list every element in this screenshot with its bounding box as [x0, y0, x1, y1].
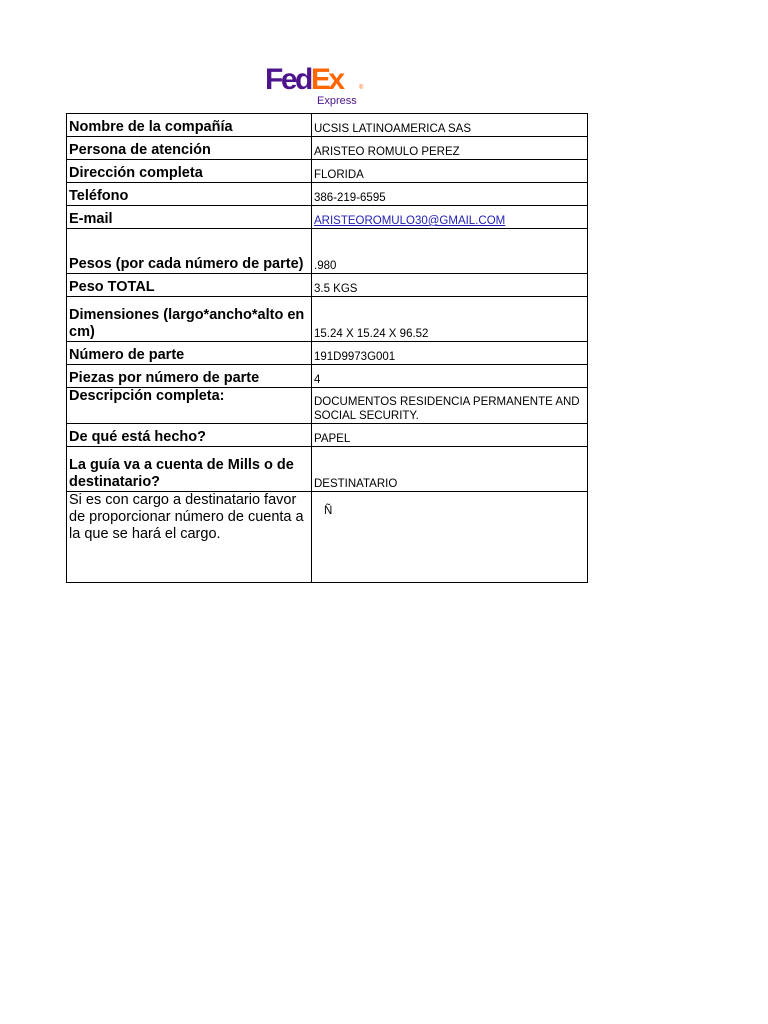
pieces-value: 4: [312, 365, 588, 388]
total-weight-value: 3.5 KGS: [312, 274, 588, 297]
table-row: [67, 183, 588, 206]
field-label: Dirección completa: [67, 160, 312, 183]
dimensions-value: 15.24 X 15.24 X 96.52: [312, 297, 588, 342]
field-label: E-mail: [67, 206, 312, 229]
address-value: FLORIDA: [312, 160, 588, 183]
field-label: Peso TOTAL: [67, 274, 312, 297]
email-link[interactable]: ARISTEOROMULO30@GMAIL.COM: [314, 215, 506, 227]
table-row: [67, 447, 588, 492]
table-row: [67, 206, 588, 229]
table-row: [67, 365, 588, 388]
table-row: [67, 424, 588, 447]
fedex-wordmark: FedEx: [265, 63, 343, 96]
fedex-express-logo: [265, 64, 365, 110]
part-number-value: 191D9973G001: [312, 342, 588, 365]
field-label: Si es con cargo a destinatario favor de proporcionar número de cuenta a la que se hará el cargo.: [67, 492, 312, 583]
field-label: Número de parte: [67, 342, 312, 365]
field-label: Teléfono: [67, 183, 312, 206]
field-label: Persona de atención: [67, 137, 312, 160]
table-row: [67, 229, 588, 274]
field-label: Dimensiones (largo*ancho*alto en cm): [67, 297, 312, 342]
company-name-value: UCSIS LATINOAMERICA SAS: [312, 114, 588, 137]
billing-party-value: DESTINATARIO: [312, 447, 588, 492]
field-label: De qué está hecho?: [67, 424, 312, 447]
phone-value: 386-219-6595: [312, 183, 588, 206]
table-row: [67, 388, 588, 424]
table-row: [67, 274, 588, 297]
email-value: [312, 206, 588, 229]
table-row: [67, 492, 588, 583]
description-value: DOCUMENTOS RESIDENCIA PERMANENTE AND SOCIAL SECURITY.: [312, 388, 588, 424]
table-row: [67, 137, 588, 160]
table-row: [67, 342, 588, 365]
field-label: Piezas por número de parte: [67, 365, 312, 388]
shipment-form-table: [66, 113, 588, 583]
account-number-value: Ñ: [312, 492, 588, 583]
material-value: PAPEL: [312, 424, 588, 447]
logo-express-label: Express: [317, 95, 357, 107]
field-label: Nombre de la compañía: [67, 114, 312, 137]
weight-per-part-value: .980: [312, 229, 588, 274]
field-label: La guía va a cuenta de Mills o de destinatario?: [67, 447, 312, 492]
field-label: Descripción completa:: [67, 388, 312, 424]
contact-person-value: ARISTEO ROMULO PEREZ: [312, 137, 588, 160]
table-row: [67, 114, 588, 137]
table-row: [67, 160, 588, 183]
registered-mark: ®: [359, 85, 364, 91]
field-label: Pesos (por cada número de parte): [67, 229, 312, 274]
table-row: [67, 297, 588, 342]
